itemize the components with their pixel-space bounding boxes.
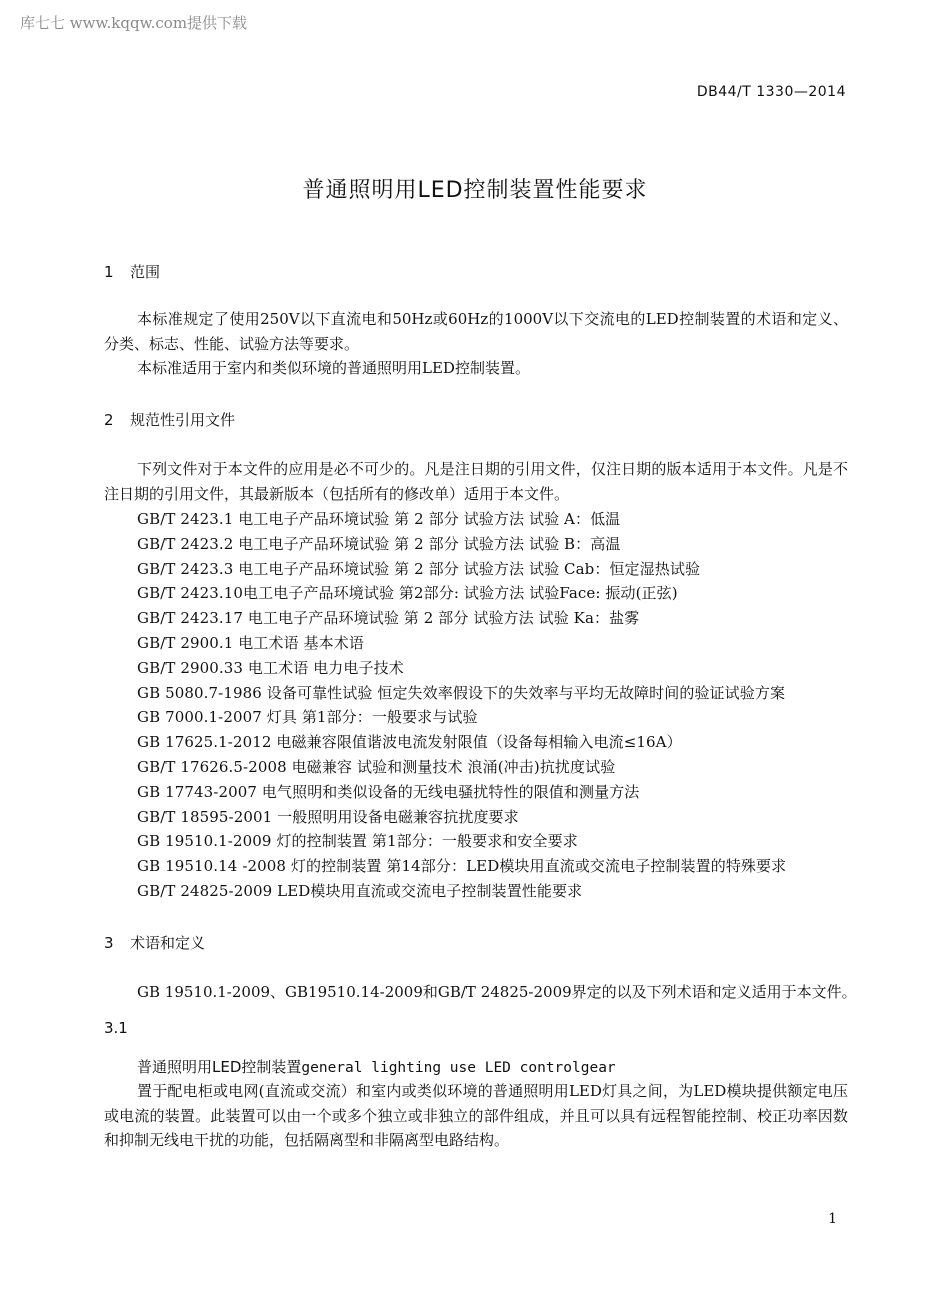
reference-item: GB/T 2900.33 电工术语 电力电子技术 [137,658,404,677]
section-3-number: 3 [104,934,114,952]
reference-item: GB/T 17626.5-2008 电磁兼容 试验和测量技术 浪涌(冲击)抗扰度试验 [137,757,616,776]
page-number: 1 [828,1211,837,1227]
reference-item: GB/T 18595-2001 一般照明用设备电磁兼容抗扰度要求 [137,807,519,826]
reference-item: GB 17625.1-2012 电磁兼容限值谐波电流发射限值（设备每相输入电流≤16A） [137,733,682,752]
section-1-paragraph-applicability: 本标准适用于室内和类似环境的普通照明用LED控制装置。 [137,359,530,377]
reference-item: GB 5080.7-1986 设备可靠性试验 恒定失效率假设下的失效率与平均无故障时间的验证试验方案 [137,683,786,702]
reference-list [137,507,786,904]
reference-item: GB/T 2423.2 电工电子产品环境试验 第 2 部分 试验方法 试验 B：高温 [137,534,621,553]
section-3-heading [104,932,205,953]
section-1-paragraph-scope: 本标准规定了使用250V以下直流电和50Hz或60Hz的1000V以下交流电的LED控制装置的术语和定义、分类、标志、性能、试验方法等要求。 [104,310,848,353]
term-name-zh: 普通照明用LED控制装置 [137,1058,302,1076]
section-1-heading [104,261,160,282]
reference-item: GB/T 2423.17 电工电子产品环境试验 第 2 部分 试验方法 试验 Ka：盐雾 [137,609,640,628]
reference-item: GB/T 2423.10电工电子产品环境试验 第2部分: 试验方法 试验Face: 振动(正弦) [137,584,678,603]
section-2-intro: 下列文件对于本文件的应用是必不可少的。凡是注日期的引用文件，仅注日期的版本适用于本文件。凡是不注日期的引用文件，其最新版本（包括所有的修改单）适用于本文件。 [104,460,848,503]
term-heading [137,1056,616,1077]
document-code: DB44/T 1330—2014 [696,84,846,100]
term-definition: 置于配电柜或电网(直流或交流）和室内或类似环境的普通照明用LED灯具之间，为LED模块提供额定电压或电流的装置。此装置可以由一个或多个独立或非独立的部件组成，并且可以具有远程智能控制、校正功率因数和抑制无线电干扰的功能，包括隔离型和非隔离型电路结构。 [104,1082,848,1149]
section-3-title: 术语和定义 [130,934,206,952]
section-2-number: 2 [104,411,114,429]
section-1-title: 范围 [130,263,161,281]
section-3-intro: GB 19510.1-2009、GB19510.14-2009和GB/T 24825-2009界定的以及下列术语和定义适用于本文件。 [137,983,857,1001]
reference-item: GB/T 24825-2009 LED模块用直流或交流电子控制装置性能要求 [137,881,583,900]
subsection-3-1-number: 3.1 [104,1019,128,1037]
reference-item: GB 19510.1-2009 灯的控制装置 第1部分：一般要求和安全要求 [137,832,578,851]
reference-item: GB 17743-2007 电气照明和类似设备的无线电骚扰特性的限值和测量方法 [137,782,640,801]
section-2-heading [104,409,235,430]
section-1-number: 1 [104,263,114,281]
reference-item: GB/T 2900.1 电工术语 基本术语 [137,633,364,652]
reference-item: GB 7000.1-2007 灯具 第1部分：一般要求与试验 [137,708,478,727]
watermark-text: 库七七 www.kqqw.com提供下载 [20,14,248,32]
reference-item: GB/T 2423.3 电工电子产品环境试验 第 2 部分 试验方法 试验 Cab：恒定湿热试验 [137,559,701,578]
section-2-title: 规范性引用文件 [130,411,236,429]
page-title: 普通照明用LED控制装置性能要求 [302,178,648,203]
term-name-en: general lighting use LED controlgear [301,1060,616,1076]
reference-item: GB/T 2423.1 电工电子产品环境试验 第 2 部分 试验方法 试验 A：低温 [137,510,621,528]
reference-item: GB 19510.14 -2008 灯的控制装置 第14部分：LED模块用直流或交流电子控制装置的特殊要求 [137,857,787,876]
